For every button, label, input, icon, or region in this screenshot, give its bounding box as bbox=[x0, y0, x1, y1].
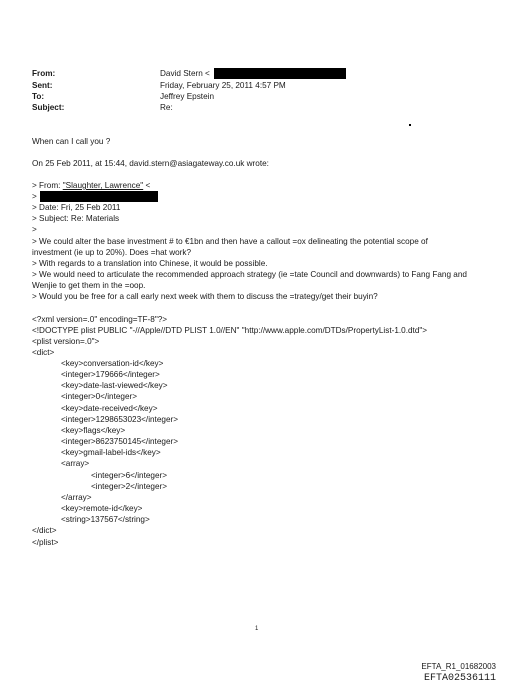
xml-line: <string>137567</string> bbox=[61, 515, 150, 524]
quoted-from-name: "Slaughter, Lawrence" bbox=[62, 181, 144, 190]
xml-line: <!DOCTYPE plist PUBLIC "-//Apple//DTD PLIST 1.0//EN" "http://www.apple.com/DTDs/PropertyList-1.0.dtd"> bbox=[32, 326, 428, 335]
quoted-para-3a: > We would need to articulate the recommended approach strategy (ie =tate Council and downwards) to Fang Fang and bbox=[32, 270, 467, 279]
from-name: David Stern < bbox=[160, 69, 210, 78]
sent-label: Sent: bbox=[32, 81, 53, 90]
xml-line: <integer>2</integer> bbox=[91, 482, 168, 491]
body-line-2: On 25 Feb 2011, at 15:44, david.stern@asiagateway.co.uk wrote: bbox=[32, 159, 269, 168]
quoted-date: > Date: Fri, 25 Feb 2011 bbox=[32, 203, 121, 212]
quoted-para-1b: investment (ie up to 20%). Does =hat work? bbox=[32, 248, 192, 257]
quoted-para-3b: Wenjie to get them in the =oop. bbox=[32, 281, 146, 290]
quoted-para-4: > Would you be free for a call early next week with them to discuss the =trategy/get their buyin? bbox=[32, 292, 378, 301]
quoted-from-prefix: > From: bbox=[32, 181, 63, 190]
footer-code-2: EFTA02536111 bbox=[423, 673, 496, 684]
page-number: 1 bbox=[255, 626, 259, 632]
quoted-para-2: > With regards to a translation into Chinese, it would be possible. bbox=[32, 259, 268, 268]
sent-value: Friday, February 25, 2011 4:57 PM bbox=[160, 81, 286, 90]
quoted-from-line bbox=[32, 180, 150, 191]
quoted-gt-line bbox=[32, 191, 158, 202]
quoted-blank: > bbox=[32, 225, 37, 234]
body-line-1: When can I call you ? bbox=[32, 137, 111, 146]
quoted-from-suffix: < bbox=[143, 181, 151, 190]
from-value bbox=[160, 68, 346, 79]
to-label: To: bbox=[32, 92, 45, 101]
xml-line: <key>remote-id</key> bbox=[61, 504, 143, 513]
xml-line: <array> bbox=[61, 459, 90, 468]
xml-line: </dict> bbox=[32, 526, 57, 535]
xml-line: <?xml version=.0" encoding=TF-8"?> bbox=[32, 315, 168, 324]
redaction-box bbox=[214, 68, 346, 79]
xml-line: <integer>1298653023</integer> bbox=[61, 415, 179, 424]
xml-line: <integer>8623750145</integer> bbox=[61, 437, 179, 446]
footer-code-1: EFTA_R1_01682003 bbox=[421, 662, 496, 671]
xml-line: <plist version=.0"> bbox=[32, 337, 100, 346]
xml-line: <key>conversation-id</key> bbox=[61, 359, 164, 368]
quoted-subject: > Subject: Re: Materials bbox=[32, 214, 120, 223]
to-value: Jeffrey Epstein bbox=[160, 92, 215, 101]
xml-line: <key>gmail-label-ids</key> bbox=[61, 448, 161, 457]
xml-line: </array> bbox=[61, 493, 92, 502]
xml-line: <key>flags</key> bbox=[61, 426, 126, 435]
from-label: From: bbox=[32, 69, 56, 78]
xml-line: <integer>179666</integer> bbox=[61, 370, 160, 379]
xml-line: <dict> bbox=[32, 348, 55, 357]
xml-line: </plist> bbox=[32, 538, 59, 547]
quoted-gt: > bbox=[32, 192, 37, 201]
quoted-para-1a: > We could alter the base investment # to €1bn and then have a callout =ox delineating the potential scope of bbox=[32, 237, 428, 246]
subject-value: Re: bbox=[160, 103, 173, 112]
redaction-box bbox=[40, 191, 158, 202]
stray-mark bbox=[409, 124, 411, 126]
xml-line: <key>date-last-viewed</key> bbox=[61, 381, 168, 390]
xml-line: <key>date-received</key> bbox=[61, 404, 158, 413]
xml-line: <integer>6</integer> bbox=[91, 471, 168, 480]
subject-label: Subject: bbox=[32, 103, 65, 112]
xml-line: <integer>0</integer> bbox=[61, 392, 138, 401]
